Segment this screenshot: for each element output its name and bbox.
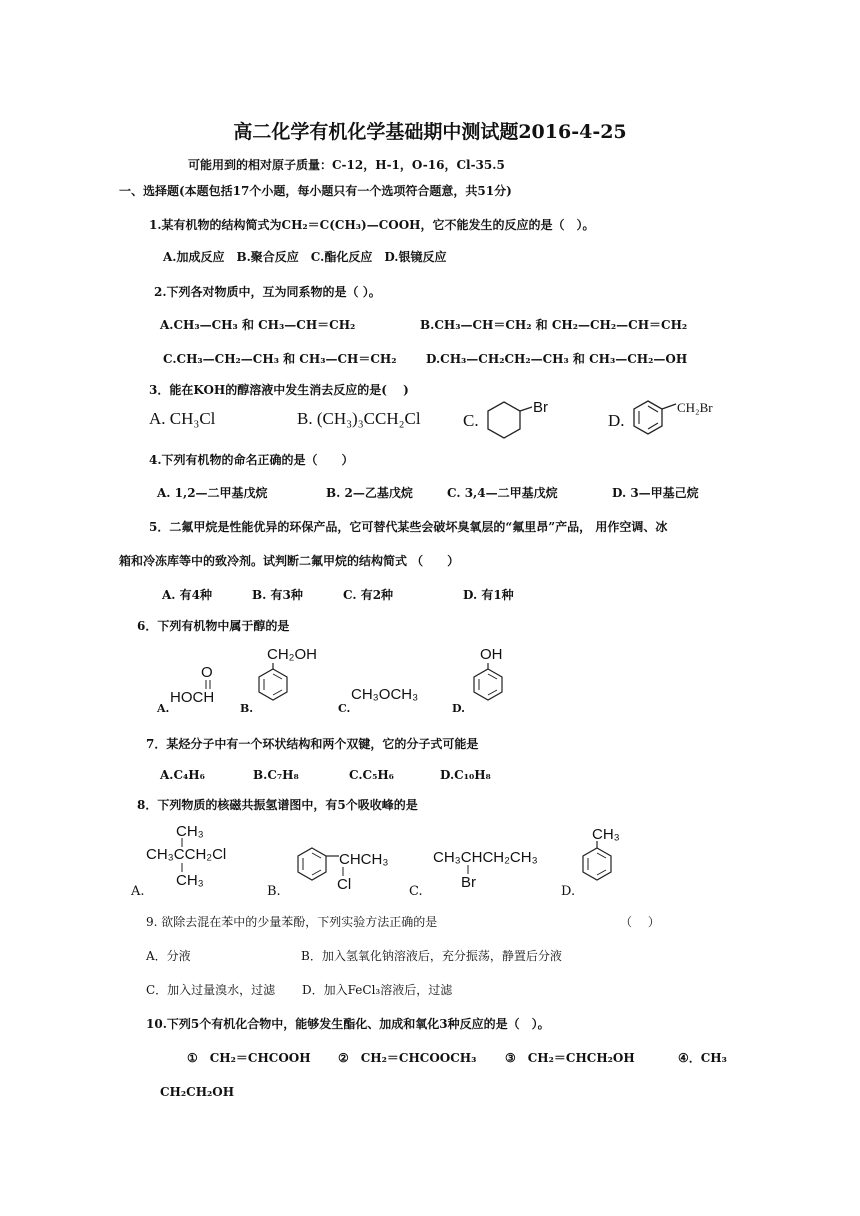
q4-option-c: C. 3,4—二甲基戊烷 (447, 486, 558, 500)
q6-b-benzene (256, 663, 296, 703)
q7-option-d: D.C₁₀H₈ (440, 768, 491, 782)
q6-d-formula: OH (480, 646, 503, 663)
atomic-masses: 可能用到的相对原子质量：C-12，H-1，O-16，Cl-35.5 (188, 158, 505, 172)
q8-d-benzene (580, 841, 620, 887)
benzene-ring (630, 399, 680, 441)
q2-option-b: B.CH₃—CH＝CH₂ 和 CH₂—CH₂—CH＝CH₂ (420, 318, 688, 332)
section-heading: 一、选择题(本题包括17个小题，每小题只有一个选项符合题意，共51分) (119, 184, 512, 198)
q8-c-bromine: Br (461, 874, 476, 891)
q9-option-c: C．加入过量溴水，过滤 (146, 983, 276, 997)
q8-a-top: CH₃ (176, 823, 204, 840)
q3-d-substituent: CH₂Br (677, 400, 713, 415)
q4-option-a: A. 1,2—二甲基戊烷 (157, 486, 268, 500)
q8-a-bottom: CH₃ (176, 872, 204, 889)
q8-a-label: A. (131, 884, 145, 899)
q8-c-label: C. (409, 884, 423, 899)
q5-option-b: B. 有3种 (252, 588, 303, 602)
q2-option-a: A.CH₃—CH₃ 和 CH₃—CH＝CH₂ (160, 318, 356, 332)
q10-stem: 10.下列5个有机化合物中，能够发生酯化、加成和氧化3种反应的是（ ）。 (146, 1017, 550, 1031)
q3-c-substituent: Br (533, 399, 548, 416)
q10-option-2: ② CH₂＝CHCOOCH₃ (338, 1051, 477, 1065)
q8-b-label: B. (267, 884, 281, 899)
q6-stem: 6．下列有机物中属于醇的是 (137, 619, 290, 633)
q4-option-b: B. 2—乙基戊烷 (326, 486, 413, 500)
q5-line1: 5．二氟甲烷是性能优异的环保产品，它可替代某些会破坏臭氧层的“氟里昂”产品， 用作空调、冰 (149, 520, 668, 534)
q5-option-d: D. 有1种 (463, 588, 514, 602)
q2-stem: 2.下列各对物质中，互为同系物的是（ ）。 (154, 285, 381, 299)
q5-option-a: A. 有4种 (162, 588, 213, 602)
q6-c-label: C. (338, 702, 351, 715)
q5-option-c: C. 有2种 (343, 588, 394, 602)
q10-option-3: ③ CH₂＝CHCH₂OH (505, 1051, 635, 1065)
q3-b-formula: (CH₃)₃CCH₂Cl (316, 409, 421, 428)
q8-b-chlorine: Cl (337, 876, 352, 893)
q9-option-a: A．分液 (146, 949, 191, 963)
q10-option-4: ④．CH₃ (678, 1051, 727, 1065)
q3-stem: 3．能在KOH的醇溶液中发生消去反应的是( ) (149, 383, 409, 397)
q8-c-formula: CH₃CHCH₂CH₃ (433, 849, 538, 866)
q5-line2: 箱和冷冻库等中的致冷剂。试判断二氟甲烷的结构简式 （ ） (119, 554, 460, 568)
q4-stem: 4.下列有机物的命名正确的是（ ） (149, 453, 354, 467)
q6-d-label: D. (452, 702, 465, 715)
q8-d-label: D. (561, 884, 576, 899)
q6-c-formula: CH₃OCH₃ (351, 686, 419, 703)
q10-option-4-continued: CH₂CH₂OH (160, 1085, 235, 1099)
q3-a-label: A. (149, 409, 166, 428)
q2-option-d: D.CH₃—CH₂CH₂—CH₃ 和 CH₃—CH₂—OH (426, 352, 688, 366)
q1-options: A.加成反应 B.聚合反应 C.酯化反应 D.银镜反应 (163, 250, 447, 264)
q6-b-formula: CH₂OH (267, 646, 317, 663)
q7-option-a: A.C₄H₆ (160, 768, 205, 782)
q8-d-formula: CH₃ (592, 826, 620, 843)
page-title: 高二化学有机化学基础期中测试题2016-4-25 (233, 121, 627, 143)
q9-stem: 9. 欲除去混在苯中的少量苯酚，下列实验方法正确的是 (146, 915, 438, 929)
q3-d-label: D. (608, 411, 625, 430)
q3-b-label: B. (297, 409, 313, 428)
q7-option-c: C.C₅H₆ (349, 768, 394, 782)
q3-c-label: C. (463, 411, 479, 430)
q8-stem: 8．下列物质的核磁共振氢谱图中，有5个吸收峰的是 (137, 798, 418, 812)
q2-option-c: C.CH₃—CH₂—CH₃ 和 CH₃—CH＝CH₂ (163, 352, 397, 366)
q8-a-bonds (181, 838, 185, 874)
q4-option-d: D. 3—甲基己烷 (612, 486, 699, 500)
q6-d-benzene (471, 663, 511, 703)
q9-answer-paren: （ ） (620, 915, 660, 929)
q1-stem: 1.某有机物的结构简式为CH₂＝C(CH₃)—COOH，它不能发生的反应的是（ ）。 (149, 218, 595, 232)
q6-a-oxygen: O (201, 664, 213, 681)
q9-option-d: D．加入FeCl₃溶液后，过滤 (302, 983, 453, 997)
q8-b-benzene (295, 846, 343, 886)
q7-stem: 7．某烃分子中有一个环状结构和两个双键，它的分子式可能是 (146, 737, 479, 751)
q6-a-label: A. (157, 702, 170, 715)
q6-b-label: B. (240, 702, 254, 715)
q3-option-b (297, 409, 421, 429)
q3-option-a (149, 409, 215, 429)
q8-a-main: CH₃CCH₂Cl (146, 846, 227, 863)
q7-option-b: B.C₇H₈ (253, 768, 299, 782)
q6-a-formula: HOCH (170, 689, 215, 706)
q10-option-1: ① CH₂＝CHCOOH (187, 1051, 311, 1065)
q3-a-formula: CH₃Cl (169, 409, 216, 428)
q9-option-b: B．加入氢氧化钠溶液后，充分振荡，静置后分液 (301, 949, 562, 963)
q8-b-formula: CHCH₃ (339, 851, 389, 868)
